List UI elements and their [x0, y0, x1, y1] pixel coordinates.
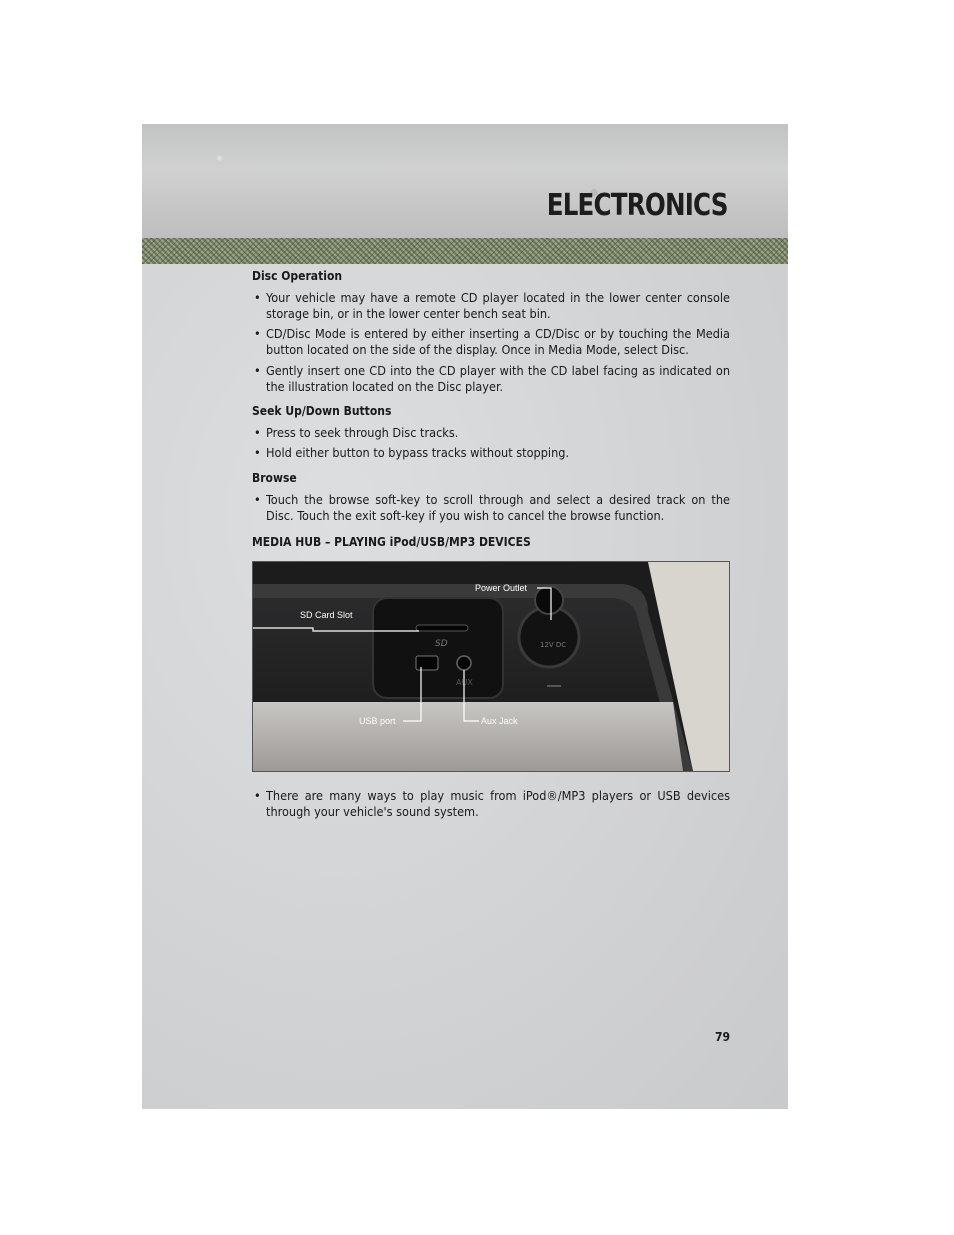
power-outlet-label: Power Outlet [475, 583, 528, 593]
list-item: • CD/Disc Mode is entered by either inserting a CD/Disc or by touching the Media button located on the side of the display. Once in Media Mode, select Disc. [254, 326, 730, 357]
usb-port-label: USB port [359, 716, 396, 726]
browse-heading: Browse [252, 471, 297, 485]
list-item: • Touch the browse soft-key to scroll through and select a desired track on the Disc. Touch the exit soft-key if you wish to cancel the browse function. [254, 492, 730, 523]
sd-card-slot-label: SD Card Slot [300, 610, 353, 620]
aux-jack-label: Aux Jack [481, 716, 518, 726]
media-hub-photo [252, 561, 730, 772]
list-item: • Hold either button to bypass tracks without stopping. [254, 445, 570, 460]
disc-operation-heading: Disc Operation [252, 269, 343, 283]
list-item: • Press to seek through Disc tracks. [254, 425, 459, 440]
list-item: • There are many ways to play music from iPod®/MP3 players or USB devices through your vehicle's sound system. [254, 788, 730, 819]
header-texture-band [142, 238, 788, 264]
page-number: 79 [715, 1030, 731, 1044]
list-item: • Gently insert one CD into the CD player with the CD label facing as indicated on the illustration located on the Disc player. [254, 363, 730, 394]
media-hub-heading: MEDIA HUB – PLAYING iPod/USB/MP3 DEVICES [252, 535, 531, 549]
svg-text:12V DC: 12V DC [540, 641, 567, 649]
media-hub-illustration [253, 562, 729, 771]
svg-text:AUX: AUX [456, 678, 473, 687]
svg-text:SD: SD [435, 639, 448, 649]
section-title: ELECTRONICS [547, 188, 728, 223]
manual-page [142, 124, 788, 1109]
section-header [142, 124, 788, 238]
list-item: • Your vehicle may have a remote CD player located in the lower center console storage bin, or in the lower center bench seat bin. [254, 290, 730, 321]
seek-buttons-heading: Seek Up/Down Buttons [252, 404, 392, 418]
